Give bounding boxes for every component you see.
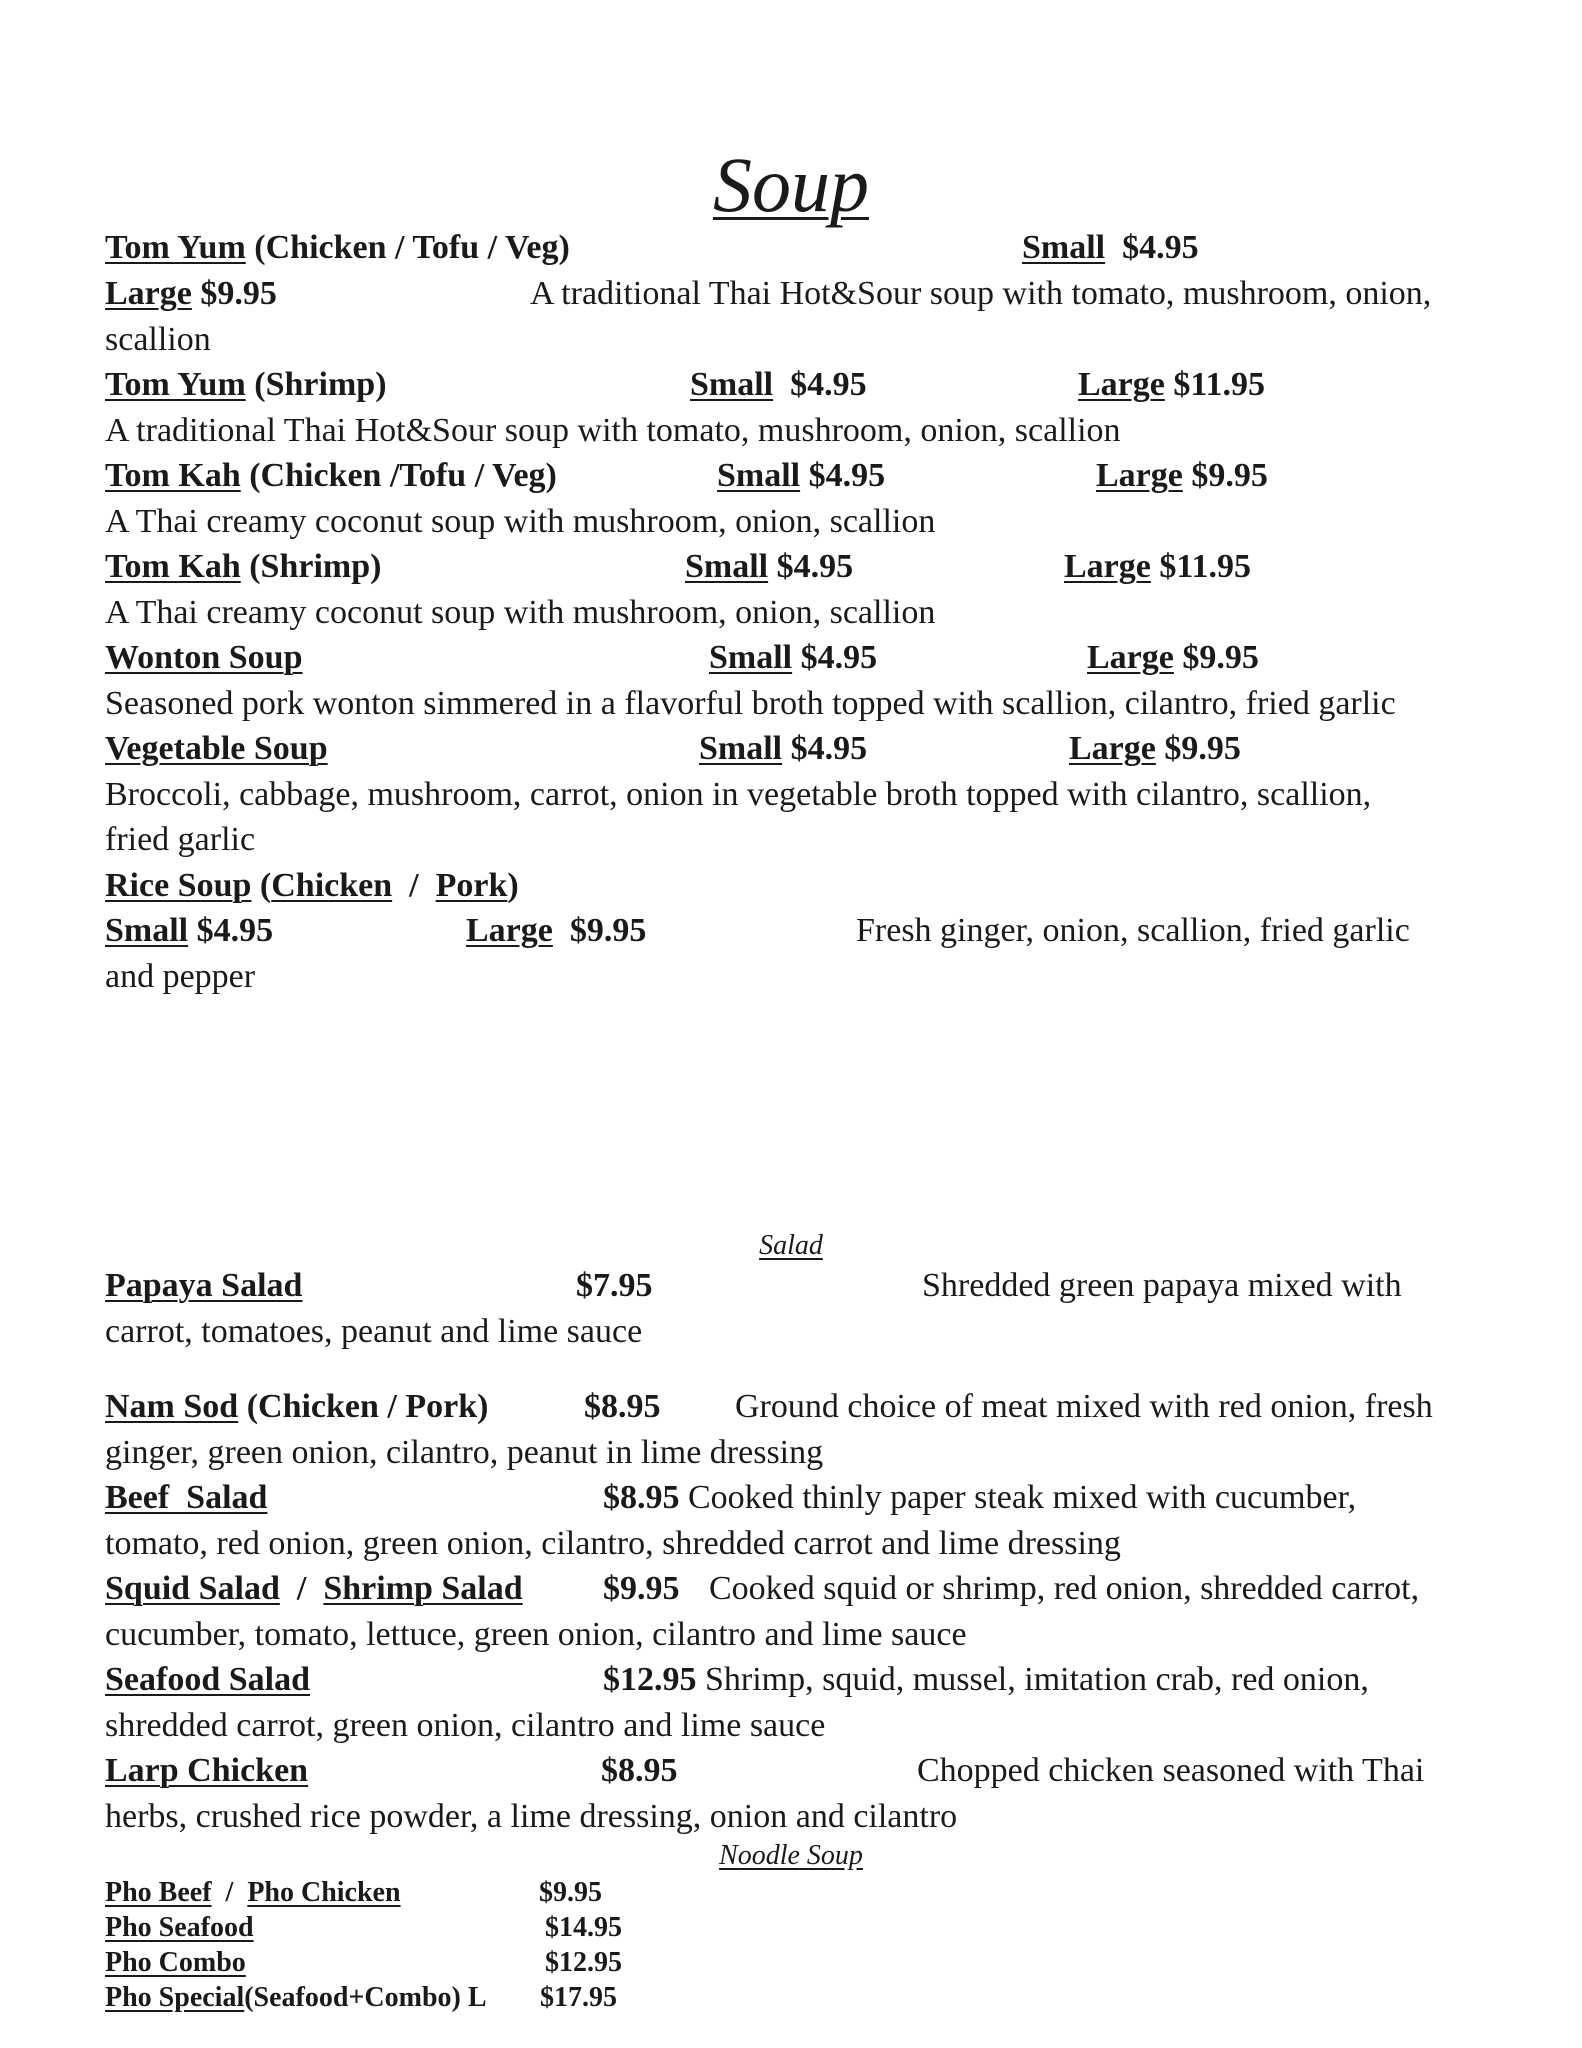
item-price: $12.95 [545,1947,622,1978]
item-description: Broccoli, cabbage, mushroom, carrot, onion in vegetable broth topped with cilantro, scallion, [105,776,1372,813]
menu-item-pho-special [105,1981,487,2015]
item-description-cont: scallion [105,321,211,358]
item-options: (Chicken / Pork) [246,1388,489,1425]
large-label: Large [1087,639,1174,676]
item-description-cont: tomato, red onion, green onion, cilantro, shredded carrot and lime dressing [105,1525,1121,1562]
menu-item-pho-combo [105,1946,246,1980]
menu-item-seafood-salad [105,1660,310,1700]
item-name: Shrimp Salad [323,1570,523,1607]
large-label: Large [1069,730,1156,767]
item-option: Pork [435,867,508,904]
price: $4.95 [800,639,878,676]
item-description: Shrimp, squid, mussel, imitation crab, red onion, [705,1661,1369,1698]
large-label: Large [105,275,192,312]
item-description-cont: carrot, tomatoes, peanut and lime sauce [105,1313,643,1350]
price: $9.95 [569,912,647,949]
small-label: Small [685,548,769,585]
small-label: Small [105,912,189,949]
item-option: Chicken [271,867,393,904]
menu-item-tomkah-shrimp [105,547,381,587]
item-price: $14.95 [545,1912,622,1943]
price: $9.95 [1182,639,1259,676]
large-price [1078,365,1265,405]
item-price: $12.95 [603,1661,697,1698]
item-name: Pho Chicken [247,1877,401,1908]
small-label: Small [717,457,801,494]
item-price: $8.95 [601,1752,678,1789]
separator: / [409,867,419,904]
item-description: Ground choice of meat mixed with red onion, fresh [735,1388,1433,1425]
item-name: Larp Chicken [105,1752,309,1789]
price: $4.95 [790,730,868,767]
small-price [105,911,273,951]
item-options: (Shrimp) [254,366,387,403]
small-label: Small [1022,229,1106,266]
menu-item-tomyum-chicken [105,228,570,268]
price: $4.95 [1122,229,1199,266]
item-name: Beef Salad [105,1479,268,1516]
item-description-cont: fried garlic [105,821,256,858]
item-name: Squid Salad [105,1570,280,1607]
large-label: Large [1078,366,1165,403]
item-name: Seafood Salad [105,1661,310,1698]
price: $11.95 [1173,366,1265,403]
menu-item-wonton [105,638,303,678]
menu-item-beef-salad [105,1478,267,1518]
menu-item-larp-chicken [105,1751,308,1791]
item-name: Tom Yum [105,229,246,266]
item-price: $9.95 [539,1877,602,1908]
small-label: Small [699,730,783,767]
item-price-and-description [603,1478,1356,1518]
small-price [717,456,885,496]
item-description: A Thai creamy coconut soup with mushroom, onion, scallion [105,594,936,631]
item-options: (Chicken /Tofu / Veg) [249,457,557,494]
price: $4.95 [808,457,886,494]
item-description: A Thai creamy coconut soup with mushroom, onion, scallion [105,503,936,540]
item-name: Pho Seafood [105,1912,254,1943]
price: $9.95 [1164,730,1241,767]
item-description-cont: herbs, crushed rice powder, a lime dressing, onion and cilantro [105,1798,958,1835]
item-name: Tom Kah [105,548,241,585]
section-heading-salad: Salad [759,1230,823,1261]
section-heading-noodle-soup: Noodle Soup [719,1840,863,1871]
price: $4.95 [790,366,867,403]
item-price: $9.95 [603,1570,680,1607]
separator: / [296,1570,307,1607]
item-name: Wonton Soup [105,639,303,676]
large-price [466,911,646,951]
item-description: Cooked thinly paper steak mixed with cucumber, [688,1479,1357,1516]
price: $9.95 [200,275,277,312]
menu-item-nam-sod [105,1387,488,1427]
item-price: $7.95 [576,1267,653,1304]
item-name: Pho Combo [105,1947,246,1978]
item-description: Seasoned pork wonton simmered in a flavorful broth topped with scallion, cilantro, fried garlic [105,685,1396,722]
menu-item-papaya-salad [105,1266,302,1306]
large-label: Large [1096,457,1183,494]
menu-item-pho-seafood [105,1911,254,1945]
item-description: A traditional Thai Hot&Sour soup with tomato, mushroom, onion, [530,275,1432,312]
small-price [690,365,867,405]
item-name: Rice Soup [105,867,252,904]
page-title: Soup [713,141,869,228]
item-description-cont: shredded carrot, green onion, cilantro and lime sauce [105,1707,826,1744]
item-name: Tom Kah [105,457,241,494]
small-price [1022,228,1199,268]
item-description-cont: ginger, green onion, cilantro, peanut in lime dressing [105,1434,824,1471]
item-price: $8.95 [603,1479,680,1516]
item-description: Cooked squid or shrimp, red onion, shredded carrot, [709,1570,1420,1607]
item-description-cont: and pepper [105,958,256,995]
large-price [1064,547,1251,587]
item-name: Pho Beef [105,1877,212,1908]
large-label: Large [466,912,553,949]
large-price [1096,456,1268,496]
menu-item-squid-shrimp-salad [105,1569,523,1609]
menu-item-vegetable-soup [105,729,328,769]
price: $4.95 [776,548,854,585]
price: $4.95 [196,912,274,949]
menu-item-tomkah-chicken [105,456,557,496]
item-name: Vegetable Soup [105,730,328,767]
item-price: $8.95 [584,1388,661,1425]
item-description: Fresh ginger, onion, scallion, fried garlic [856,912,1410,949]
item-name: Tom Yum [105,366,246,403]
item-description: A traditional Thai Hot&Sour soup with tomato, mushroom, onion, scallion [105,412,1121,449]
small-price [699,729,867,769]
large-label: Large [1064,548,1151,585]
large-price [105,274,277,314]
menu-item-rice-soup: Rice Soup (Chicken / Pork) [105,867,519,904]
item-options: (Seafood+Combo) L [244,1982,487,2013]
item-options: (Shrimp) [249,548,382,585]
item-price: $17.95 [540,1982,617,2013]
price: $9.95 [1191,457,1268,494]
small-price [709,638,877,678]
large-price [1087,638,1259,678]
small-label: Small [709,639,793,676]
large-price [1069,729,1241,769]
item-name: Papaya Salad [105,1267,303,1304]
item-description-cont: cucumber, tomato, lettuce, green onion, cilantro and lime sauce [105,1616,967,1653]
item-name: Pho Special [105,1982,245,2013]
small-label: Small [690,366,774,403]
price: $11.95 [1159,548,1251,585]
menu-item-tomyum-shrimp [105,365,387,405]
item-description: Shredded green papaya mixed with [922,1267,1402,1304]
item-description: Chopped chicken seasoned with Thai [917,1752,1425,1789]
small-price [685,547,853,587]
menu-item-pho-beef-chicken [105,1876,401,1910]
item-price-and-description [603,1660,1369,1700]
separator: / [225,1877,234,1908]
item-options: (Chicken / Tofu / Veg) [254,229,570,266]
item-name: Nam Sod [105,1388,239,1425]
